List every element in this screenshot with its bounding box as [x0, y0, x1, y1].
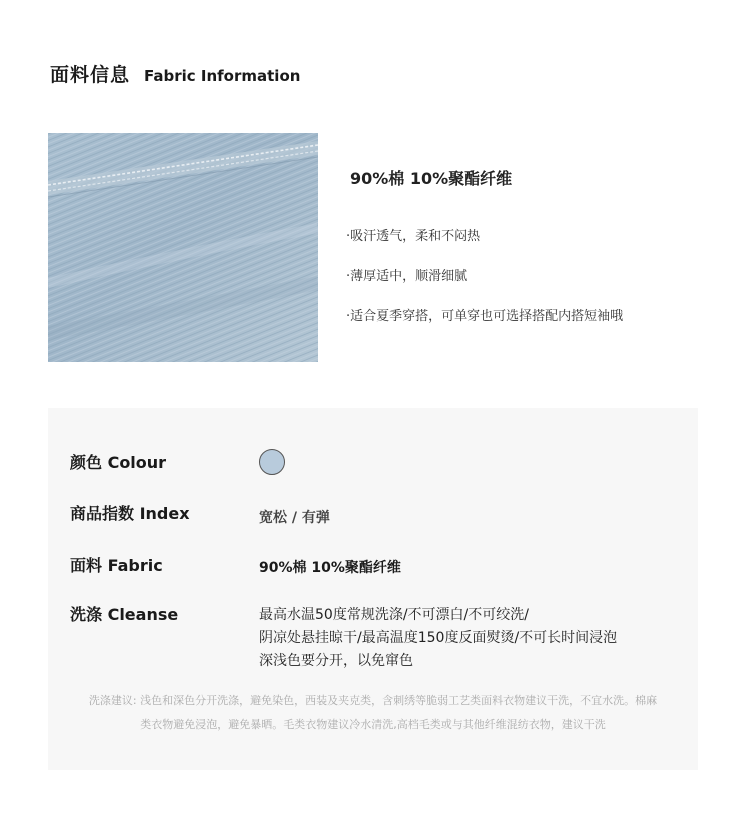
cleanse-instructions — [259, 604, 617, 673]
colour-label: 颜色 Colour — [70, 453, 167, 472]
cleanse-label: 洗涤 Cleanse — [70, 605, 179, 624]
fabric-value: 90%棉 10%聚酯纤维 — [259, 560, 401, 576]
fabric-composition-title: 90%棉 10%聚酯纤维 — [350, 169, 513, 188]
product-details-panel — [48, 408, 698, 770]
fabric-feature: ·薄厚适中，顺滑细腻 — [346, 269, 468, 284]
cleanse-line: 深浅色要分开，以免窜色 — [259, 653, 413, 669]
colour-swatch — [259, 449, 285, 475]
fabric-feature: ·吸汗透气，柔和不闷热 — [346, 229, 481, 244]
cleanse-line: 阴凉处悬挂晾干/最高温度150度反面熨烫/不可长时间浸泡 — [259, 630, 618, 646]
index-label: 商品指数 Index — [70, 504, 190, 523]
fabric-label: 面料 Fabric — [70, 556, 163, 575]
fabric-feature: ·适合夏季穿搭，可单穿也可选择搭配内搭短袖哦 — [346, 309, 624, 324]
index-value: 宽松 / 有弹 — [259, 510, 330, 526]
cleanse-line: 最高水温50度常规洗涤/不可漂白/不可绞洗/ — [259, 607, 529, 623]
care-note-line: 洗涤建议: 浅色和深色分开洗涤，避免染色，西装及夹克类，含刺绣等脆弱工艺类面料衣物建议干洗，不宜水洗。棉麻 — [88, 694, 658, 707]
fabric-image — [48, 133, 318, 362]
section-header — [50, 60, 300, 87]
care-note-line: 类衣物避免浸泡，避免暴晒。毛类衣物建议冷水清洗,高档毛类或与其他纤维混纺衣物，建议干洗 — [140, 718, 606, 731]
section-title-en: Fabric Information — [144, 67, 301, 85]
section-title-cn: 面料信息 — [50, 64, 131, 86]
